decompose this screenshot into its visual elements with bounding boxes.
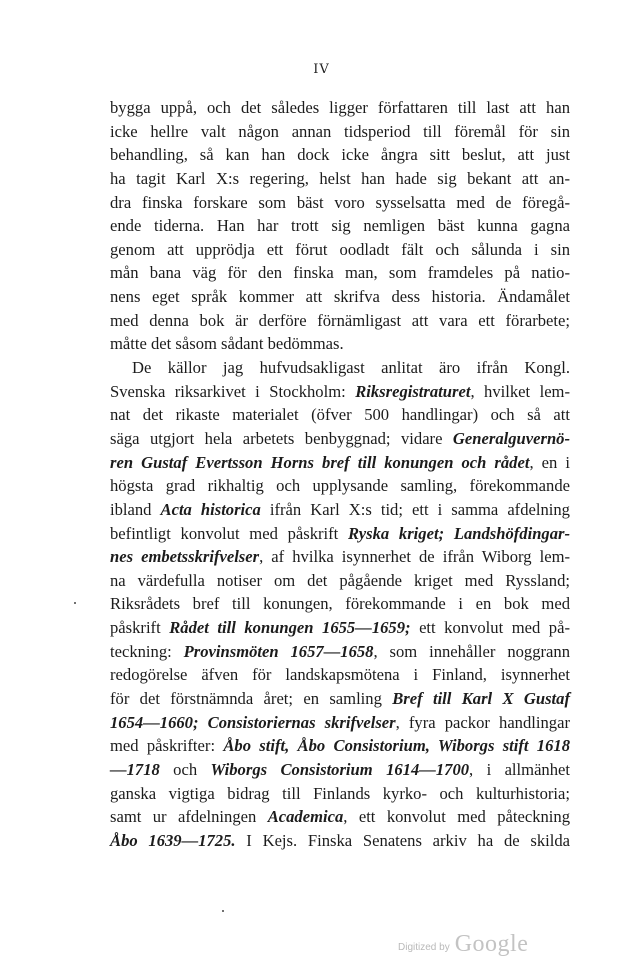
text-run: behandling, så kan han dock icke ångra sitt beslut, att just	[110, 145, 570, 165]
google-logo: Google	[454, 931, 529, 957]
text-line	[110, 214, 570, 238]
print-speck	[74, 602, 76, 604]
text-line	[110, 356, 570, 380]
text-run: teckning:	[110, 641, 184, 661]
text-run: genom att upprödja ett förut oodladt fält och sålunda i sin	[110, 239, 570, 259]
text-line	[110, 734, 570, 758]
text-run: måtte det såsom sådant bedömmas.	[110, 334, 344, 354]
italic-title-text: Ryska kriget; Landshöfdingar-	[348, 523, 571, 543]
text-line	[110, 451, 570, 475]
text-run: nens eget språk kommer att skrifva dess historia. Ändamålet	[110, 287, 570, 307]
text-run: ganska vigtiga bidrag till Finlands kyrko- och kulturhistoria;	[110, 783, 570, 803]
text-run: befintligt konvolut med påskrift	[110, 523, 349, 543]
text-line	[110, 474, 570, 498]
text-run: ha tagit Karl X:s regering, helst han hade sig bekant att an-	[110, 168, 570, 188]
text-run: med denna bok är derföre förnämligast att vara ett förarbete;	[110, 310, 570, 330]
text-run: ifrån Karl X:s tid; ett i samma afdelning	[260, 499, 570, 519]
italic-title-text: Academica	[267, 807, 344, 827]
text-line	[110, 403, 570, 427]
text-line	[110, 120, 570, 144]
text-run: bygga uppå, och det således ligger författaren till last att han	[110, 98, 570, 117]
italic-title-text: nes embetsskrifvelser	[110, 547, 260, 567]
text-line	[110, 616, 570, 640]
text-run: samt ur afdelningen	[110, 807, 268, 827]
text-run: med påskrifter:	[110, 736, 224, 756]
text-run: säga utgjort hela arbetets benbyggnad; vidare	[110, 428, 453, 448]
italic-title-text: Acta historica	[160, 499, 261, 519]
text-run: , som innehåller noggrann	[373, 641, 570, 661]
text-run: redogörelse äfven för landskapsmötena i Finland, isynnerhet	[110, 665, 570, 685]
text-line	[110, 96, 570, 120]
text-line	[110, 143, 570, 167]
italic-title-text: ren Gustaf Evertsson Horns bref till konungen och rådet	[110, 452, 530, 472]
italic-title-text: Bref till Karl X Gustaf	[392, 689, 570, 709]
text-line	[110, 569, 570, 593]
text-run: dra finska forskare som bäst voro sysselsatta med de föregå-	[110, 192, 570, 212]
text-line	[110, 592, 570, 616]
text-line	[110, 380, 570, 404]
text-run: Svenska riksarkivet i Stockholm:	[110, 381, 356, 401]
text-run: ett konvolut med på-	[410, 618, 570, 638]
italic-title-text: Generalguvernö-	[452, 428, 570, 448]
text-run: Riksrådets bref till konungen, förekommande i en bok med	[110, 594, 570, 614]
text-run: påskrift	[110, 618, 170, 638]
text-line	[110, 711, 570, 735]
text-run: , en i	[529, 452, 571, 472]
print-speck	[222, 910, 224, 912]
italic-title-text: Åbo stift, Åbo Consistorium, Wiborgs stift 1618	[223, 736, 570, 756]
page-number: IV	[313, 62, 330, 77]
text-line	[110, 332, 570, 356]
text-line	[110, 663, 570, 687]
text-line	[110, 498, 570, 522]
text-run: , af hvilka isynnerhet de ifrån Wiborg lem-	[259, 547, 571, 567]
text-line	[110, 545, 570, 569]
text-line	[110, 522, 570, 546]
italic-title-text: 1654—1660; Consistoriernas skrifvelser	[110, 712, 396, 732]
text-run: , fyra packor handlingar	[395, 712, 570, 732]
text-run: , ett konvolut med påteckning	[343, 807, 570, 827]
text-run: , hvilket lem-	[470, 381, 570, 401]
text-run: och	[159, 759, 211, 779]
text-line	[110, 687, 570, 711]
text-line	[110, 640, 570, 664]
body-text	[110, 96, 570, 853]
text-run: na värdefulla notiser om det pågående kriget med Ryssland;	[110, 570, 570, 590]
text-run: mån bana väg för den finska man, som framdeles på natio-	[110, 263, 570, 283]
text-line	[110, 261, 570, 285]
text-line	[110, 782, 570, 806]
digitized-by-google-watermark	[398, 928, 528, 958]
text-line	[110, 427, 570, 451]
italic-title-text: —1718	[110, 759, 160, 779]
text-run: för det förstnämnda året; en samling	[110, 689, 393, 709]
italic-title-text: Rådet till konungen 1655—1659;	[169, 618, 411, 638]
text-line	[110, 805, 570, 829]
text-run: ende tiderna. Han har trott sig nemligen bäst kunna gagna	[110, 216, 570, 236]
text-line	[110, 758, 570, 782]
text-run: I Kejs. Finska Senatens arkiv ha de skilda	[235, 830, 570, 850]
text-run: De källor jag hufvudsakligast anlitat äro ifrån Kongl.	[132, 358, 570, 378]
italic-title-text: Åbo 1639—1725.	[110, 830, 236, 850]
text-line	[110, 191, 570, 215]
text-line	[110, 285, 570, 309]
italic-title-text: Provinsmöten 1657—1658	[183, 641, 374, 661]
text-line	[110, 309, 570, 333]
text-run: nat det rikaste materialet (öfver 500 handlingar) och så att	[110, 405, 570, 425]
watermark-prefix: Digitized by	[398, 942, 450, 953]
text-run: ibland	[110, 499, 161, 519]
text-line	[110, 238, 570, 262]
text-run: icke hellre valt någon annan tidsperiod till föremål för sin	[110, 121, 570, 141]
italic-title-text: Riksregistraturet	[355, 381, 471, 401]
text-line	[110, 167, 570, 191]
text-run: högsta grad rikhaltig och upplysande samling, förekommande	[110, 476, 570, 496]
text-line	[110, 829, 570, 853]
italic-title-text: Wiborgs Consistorium 1614—1700	[210, 759, 470, 779]
text-run: , i allmänhet	[469, 759, 570, 779]
